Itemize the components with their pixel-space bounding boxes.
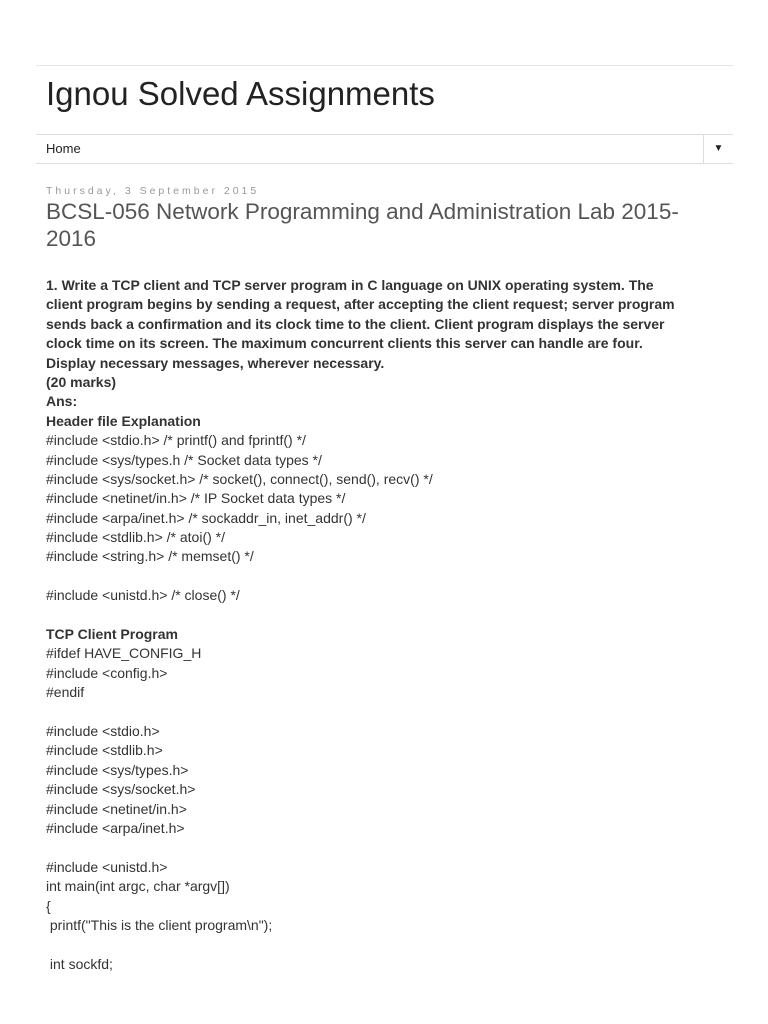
code-line: #include <sys/socket.h> /* socket(), connect(), send(), recv() */ xyxy=(46,470,433,487)
code-line: #endif xyxy=(46,684,85,701)
code-line: #include <unistd.h> /* close() */ xyxy=(46,587,240,604)
question-line: clock time on its screen. The maximum concurrent clients this server can handle are four. xyxy=(46,335,643,352)
code-line: #include <arpa/inet.h> xyxy=(46,819,185,836)
code-line: #include <arpa/inet.h> /* sockaddr_in, inet_addr() */ xyxy=(46,509,366,526)
code-line: #include <unistd.h> xyxy=(46,858,168,875)
code-line: #include <stdlib.h> /* atoi() */ xyxy=(46,529,225,546)
code-line: int sockfd; xyxy=(46,955,113,972)
code-line: printf("This is the client program\n"); xyxy=(46,916,273,933)
blank-line xyxy=(46,935,736,954)
navigation-bar xyxy=(36,134,733,164)
blog-title[interactable]: Ignou Solved Assignments xyxy=(46,75,435,112)
marks-line: (20 marks) xyxy=(46,373,117,390)
dropdown-arrow-icon: ▼ xyxy=(713,143,724,154)
question-line: client program begins by sending a request, after accepting the client request; server program xyxy=(46,296,675,313)
blank-line xyxy=(46,567,736,586)
code-line: #include <stdio.h> xyxy=(46,722,160,739)
answer-label: Ans: xyxy=(46,393,78,410)
code-line: #include <config.h> xyxy=(46,664,168,681)
code-line: #include <stdlib.h> xyxy=(46,742,163,759)
blank-line xyxy=(46,838,736,857)
code-line: #include <sys/types.h /* Socket data types */ xyxy=(46,451,322,468)
code-line: int main(int argc, char *argv[]) xyxy=(46,878,230,895)
header-file-heading: Header file Explanation xyxy=(46,412,201,429)
code-line: #include <stdio.h> /* printf() and fprintf() */ xyxy=(46,432,306,449)
header-divider xyxy=(36,65,733,66)
code-line: #include <string.h> /* memset() */ xyxy=(46,548,254,565)
code-line: #include <sys/socket.h> xyxy=(46,781,196,798)
code-line: { xyxy=(46,897,51,914)
code-line: #include <netinet/in.h> xyxy=(46,800,187,817)
client-program-heading: TCP Client Program xyxy=(46,626,178,643)
post-date: Thursday, 3 September 2015 xyxy=(46,185,260,197)
question-line: 1. Write a TCP client and TCP server program in C language on UNIX operating system. The xyxy=(46,277,654,293)
post-body xyxy=(46,276,736,974)
nav-home-link[interactable]: Home xyxy=(46,141,81,156)
question-line: Display necessary messages, wherever necessary. xyxy=(46,354,385,371)
code-line: #include <netinet/in.h> /* IP Socket data types */ xyxy=(46,490,346,507)
question-line: sends back a confirmation and its clock time to the client. Client program displays the server xyxy=(46,315,665,332)
blank-line xyxy=(46,606,736,625)
blank-line xyxy=(46,703,736,722)
post-title[interactable]: BCSL-056 Network Programming and Administration Lab 2015-2016 xyxy=(46,199,679,251)
code-line: #ifdef HAVE_CONFIG_H xyxy=(46,645,202,662)
code-line: #include <sys/types.h> xyxy=(46,761,189,778)
nav-dropdown-button[interactable] xyxy=(703,135,733,163)
